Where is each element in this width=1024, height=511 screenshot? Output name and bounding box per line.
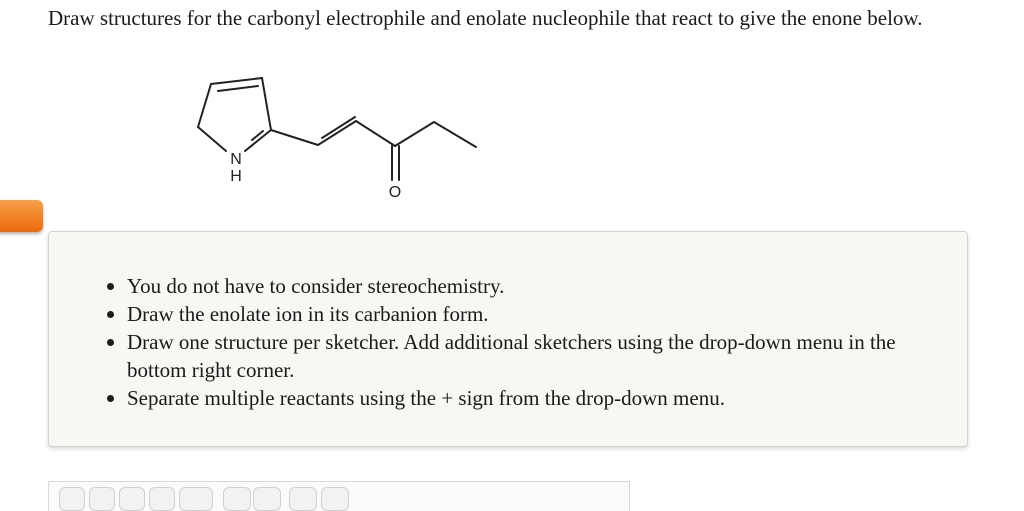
hint-tab[interactable]: [0, 200, 43, 232]
instruction-item: [107, 384, 949, 412]
bullet-icon: [107, 311, 114, 318]
sketcher-tool-button[interactable]: [289, 487, 317, 511]
sketcher-tool-button[interactable]: [89, 487, 115, 511]
enone-structure: [0, 0, 520, 220]
instruction-text: Draw one structure per sketcher. Add additional sketchers using the drop-down menu in the bottom right corner.: [127, 330, 896, 382]
instruction-text: Separate multiple reactants using the + sign from the drop-down menu.: [127, 386, 725, 410]
instructions-box: [48, 231, 968, 447]
instruction-item: [107, 328, 949, 384]
sketcher-tool-button[interactable]: [253, 487, 281, 511]
ring-bond: [211, 78, 262, 84]
bullet-icon: [107, 283, 114, 290]
ring-bond: [262, 78, 271, 130]
chain-bond: [356, 121, 395, 146]
nitrogen-label: N: [230, 151, 242, 168]
instruction-text: You do not have to consider stereochemistry.: [127, 274, 505, 298]
chain-bond: [395, 122, 434, 146]
sketcher-tool-button[interactable]: [59, 487, 85, 511]
instruction-item: [107, 300, 949, 328]
instruction-item: [107, 272, 949, 300]
hydrogen-label: H: [230, 168, 242, 185]
ring-bond: [198, 127, 226, 151]
instructions-list: [107, 272, 949, 412]
question-prompt: Draw structures for the carbonyl electrophile and enolate nucleophile that react to give the enone below.: [48, 6, 923, 30]
sketcher-tool-button[interactable]: [119, 487, 145, 511]
ring-bond: [245, 130, 271, 151]
chain-bond: [271, 130, 318, 145]
bullet-icon: [107, 339, 114, 346]
sketcher-tool-button[interactable]: [179, 487, 213, 511]
instruction-text: Draw the enolate ion in its carbanion form.: [127, 302, 489, 326]
chain-bond: [318, 121, 356, 145]
chain-bond: [434, 122, 476, 147]
chain-bond: [322, 117, 355, 138]
ring-bond: [198, 84, 211, 127]
sketcher-toolbar: [48, 481, 630, 511]
sketcher-tool-button[interactable]: [149, 487, 175, 511]
oxygen-label: O: [388, 184, 402, 201]
sketcher-tool-button[interactable]: [321, 487, 349, 511]
ring-bond: [218, 86, 258, 91]
sketcher-tool-button[interactable]: [223, 487, 251, 511]
bullet-icon: [107, 395, 114, 402]
